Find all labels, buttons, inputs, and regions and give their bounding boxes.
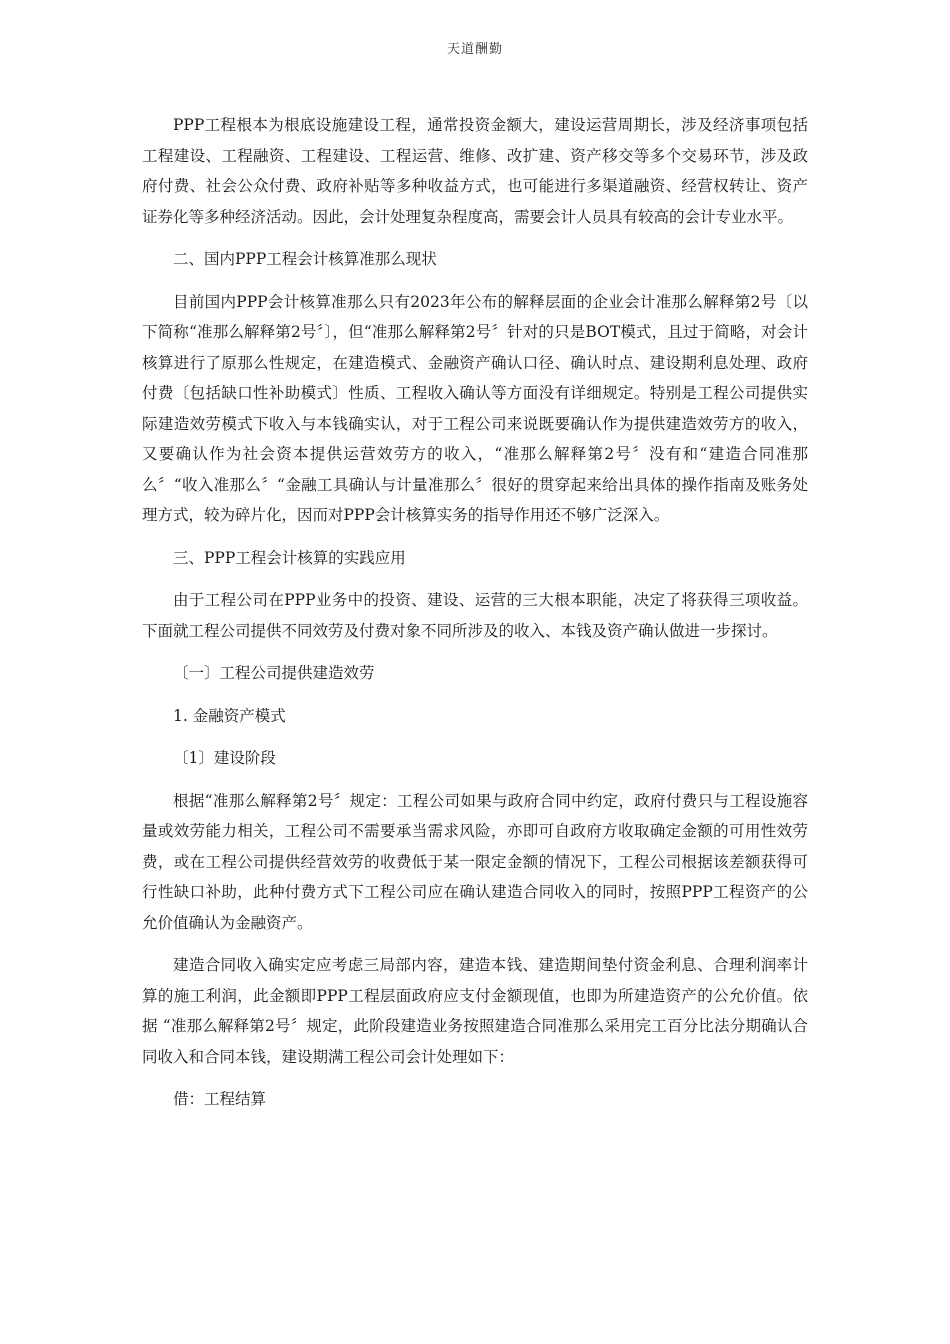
subsection-heading-1: 〔一〕工程公司提供建造效劳 bbox=[173, 664, 375, 682]
subsection-heading-1-1-1: 〔1〕建设阶段 bbox=[173, 749, 276, 767]
document-body bbox=[142, 110, 808, 1127]
paragraph-regulation: 根据“准那么解释第2号〞规定：工程公司如果与政府合同中约定，政府付费只与工程设施容量或效劳能力相关，工程公司不需要承当需求风险，亦即可自政府方收取确定金额的可用性效劳费，或在工程公司提供经营效劳的收费低于某一限定金额的情况下，工程公司根据该差额获得可行性缺口补助，此种付费方式下工程公司应在确认建造合同收入的同时，按照PPP工程资产的公允价值确认为金融资产。 bbox=[142, 791, 808, 932]
section-heading-3: 三、PPP工程会计核算的实践应用 bbox=[173, 548, 406, 567]
paragraph-revenue: 建造合同收入确实定应考虑三局部内容，建造本钱、建造期间垫付资金利息、合理利润率计算的施工利润，此金额即PPP工程层面政府应支付金额现值，也即为所建造资产的公允价值。依据 “准那么解释第2号〞规定，此阶段建造业务按照建造合同准那么采用完工百分比法分期确认合同收入和合同本钱，建设期满工程公司会计处理如下： bbox=[142, 956, 808, 1066]
paragraph-status: 目前国内PPP会计核算准那么只有2023年公布的解释层面的企业会计准那么解释第2号〔以下简称“准那么解释第2号〞〕，但“准那么解释第2号〞针对的只是BOT模式，且过于简略，对会计核算进行了原那么性规定，在建造模式、金融资产确认口径、确认时点、建设期利息处理、政府付费〔包括缺口性补助模式〕性质、工程收入确认等方面没有详细规定。特别是工程公司提供实际建造效劳模式下收入与本钱确实认，对于工程公司来说既要确认作为提供建造效劳方的收入，又要确认作为社会资本提供运营效劳方的收入，“准那么解释第2号〞没有和“建造合同准那么〞“收入准那么〞“金融工具确认与计量准那么〞很好的贯穿起来给出具体的操作指南及账务处理方式，较为碎片化，因而对PPP会计核算实务的指导作用还不够广泛深入。 bbox=[142, 292, 808, 524]
section-heading-2: 二、国内PPP工程会计核算准那么现状 bbox=[173, 250, 437, 268]
paragraph-intro: PPP工程根本为根底设施建设工程，通常投资金额大，建设运营周期长，涉及经济事项包括工程建设、工程融资、工程建设、工程运营、维修、改扩建、资产移交等多个交易环节，涉及政府付费、社会公众付费、政府补贴等多种收益方式，也可能进行多渠道融资、经营权转让、资产证券化等多种经济活动。因此，会计处理复杂程度高，需要会计人员具有较高的会计专业水平。 bbox=[142, 116, 808, 226]
journal-entry-debit: 借：工程结算 bbox=[173, 1090, 267, 1108]
subsection-heading-1-1: 1. 金融资产模式 bbox=[173, 706, 286, 725]
paragraph-practice: 由于工程公司在PPP业务中的投资、建设、运营的三大根本职能，决定了将获得三项收益。下面就工程公司提供不同效劳及付费对象不同所涉及的收入、本钱及资产确认做进一步探讨。 bbox=[142, 591, 808, 640]
page-header: 天道酬勤 bbox=[446, 42, 503, 57]
